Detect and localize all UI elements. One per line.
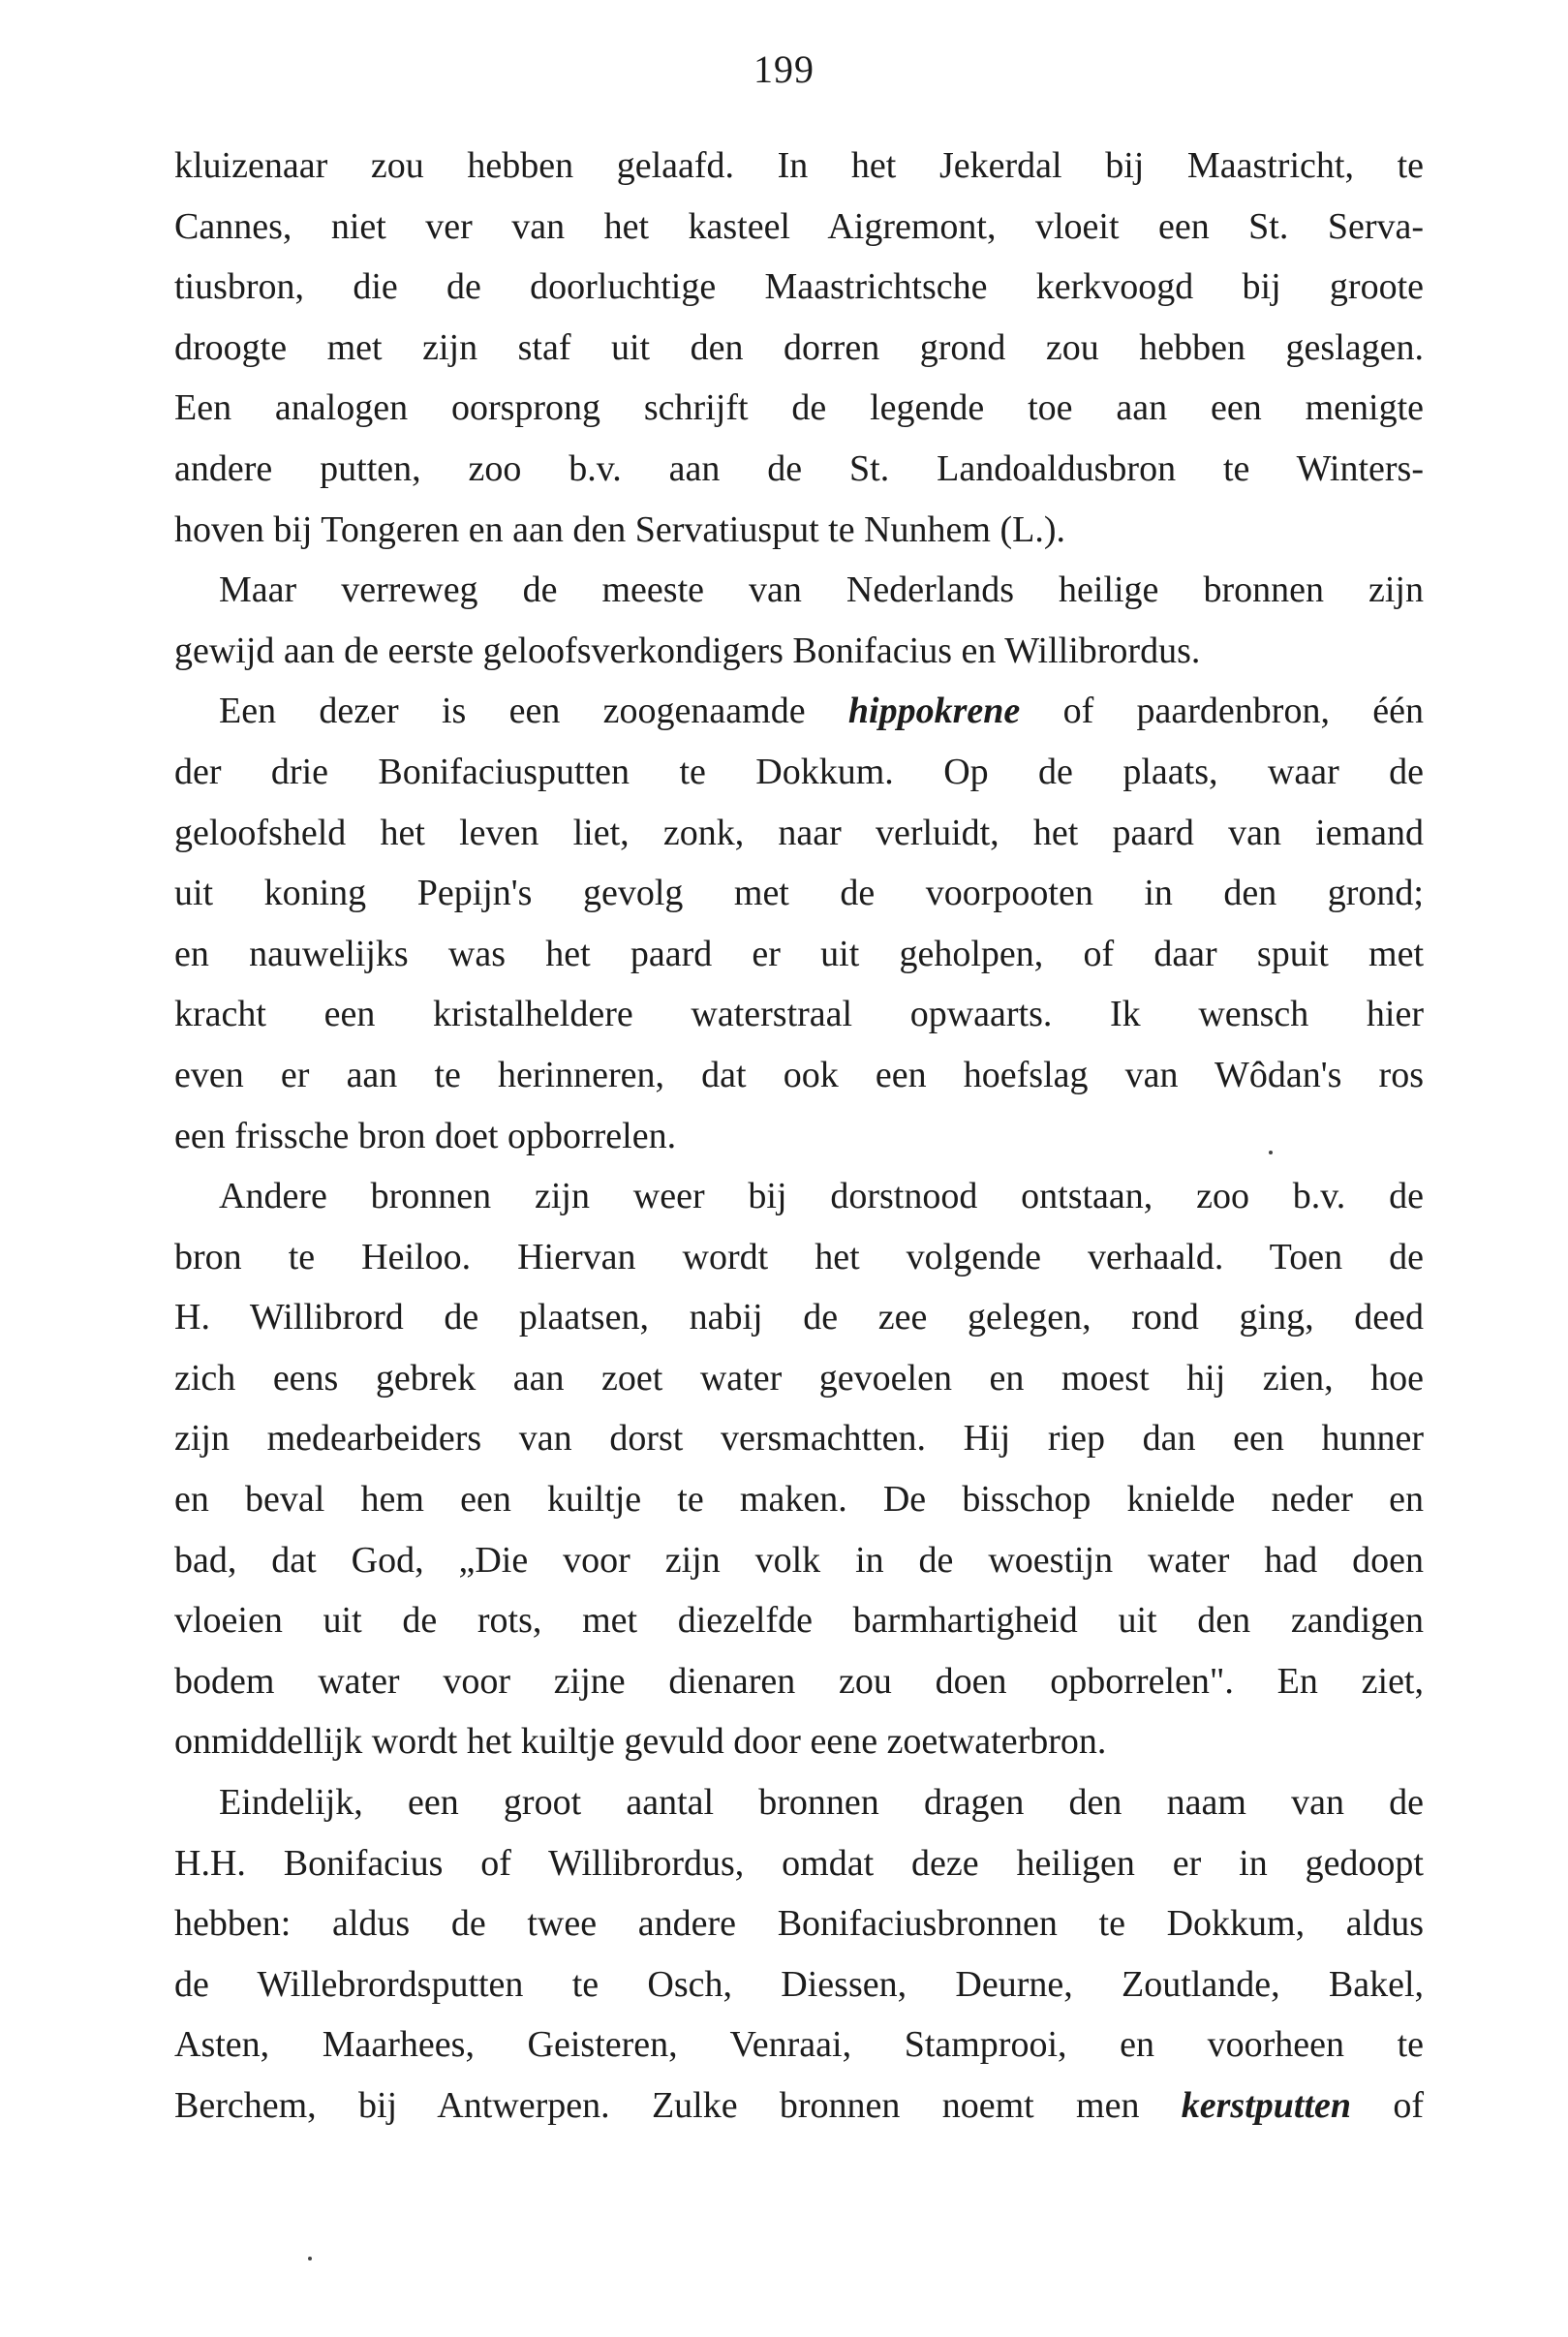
text-line: kluizenaar zou hebben gelaafd. In het Jekerdal bij Maastricht, te <box>174 145 1424 186</box>
text-line: droogte met zijn staf uit den dorren grond zou hebben geslagen. <box>174 326 1424 368</box>
text-line: H.H. Bonifacius of Willibrordus, omdat deze heiligen er in gedoopt <box>174 1842 1424 1884</box>
text-line: Een analogen oorsprong schrijft de legende toe aan een menigte <box>174 387 1424 429</box>
emphasis-hippokrene: hippokrene <box>847 691 1021 732</box>
text-run: Een dezer is een zoogenaamde <box>219 691 848 732</box>
paragraph-1 <box>174 136 1424 560</box>
page-number: 199 <box>753 47 815 91</box>
text-line: geloofsheld het leven liet, zonk, naar verluidt, het paard van iemand <box>174 812 1424 853</box>
body-text <box>174 136 1424 2137</box>
text-line: bad, dat God, „Die voor zijn volk in de woestijn water had doen <box>174 1539 1424 1581</box>
text-line: onmiddellijk wordt het kuiltje gevuld door eene zoetwaterbron. <box>174 1721 1107 1763</box>
text-line: een frissche bron doet opborrelen. <box>174 1115 677 1156</box>
scan-speck <box>1269 1151 1273 1154</box>
text-line: gewijd aan de eerste geloofsverkondigers Bonifacius en Willibrordus. <box>174 630 1201 671</box>
text-line: Asten, Maarhees, Geisteren, Venraai, Stamprooi, en voorheen te <box>174 2024 1424 2066</box>
text-line: der drie Bonifaciusputten te Dokkum. Op de plaats, waar de <box>174 751 1424 792</box>
paragraph-3 <box>174 681 1424 1166</box>
paragraph-5 <box>174 1772 1424 2137</box>
text-line: hoven bij Tongeren en aan den Servatiusput te Nunhem (L.). <box>174 508 1065 550</box>
text-line: zich eens gebrek aan zoet water gevoelen en moest hij zien, hoe <box>174 1357 1424 1399</box>
text-line: Cannes, niet ver van het kasteel Aigremont, vloeit een St. Serva- <box>174 205 1424 247</box>
text-line: en beval hem een kuiltje te maken. De bisschop knielde neder en <box>174 1479 1424 1521</box>
text-line: Maar verreweg de meeste van Nederlands heilige bronnen zijn <box>219 569 1424 611</box>
text-line: H. Willibrord de plaatsen, nabij de zee gelegen, rond ging, deed <box>174 1297 1424 1338</box>
text-run: of paardenbron, één <box>1020 691 1424 732</box>
text-line <box>174 2076 1424 2137</box>
text-line: andere putten, zoo b.v. aan de St. Landoaldusbron te Winters- <box>174 447 1424 489</box>
text-line: even er aan te herinneren, dat ook een hoefslag van Wôdan's ros <box>174 1054 1424 1095</box>
paragraph-2 <box>174 560 1424 681</box>
text-line: uit koning Pepijn's gevolg met de voorpooten in den grond; <box>174 873 1424 914</box>
text-line: vloeien uit de rots, met diezelfde barmhartigheid uit den zandigen <box>174 1600 1424 1642</box>
scan-speck <box>308 2257 312 2260</box>
text-line: hebben: aldus de twee andere Bonifaciusbronnen te Dokkum, aldus <box>174 1903 1424 1945</box>
text-run: of <box>1351 2085 1424 2126</box>
text-line <box>174 681 1424 742</box>
text-line: kracht een kristalheldere waterstraal opwaarts. Ik wensch hier <box>174 994 1424 1035</box>
text-line: zijn medearbeiders van dorst versmachtten. Hij riep dan een hunner <box>174 1418 1424 1460</box>
text-line: tiusbron, die de doorluchtige Maastrichtsche kerkvoogd bij groote <box>174 266 1424 308</box>
text-line: de Willebrordsputten te Osch, Diessen, Deurne, Zoutlande, Bakel, <box>174 1963 1424 2005</box>
text-run: Berchem, bij Antwerpen. Zulke bronnen noemt men <box>174 2085 1182 2126</box>
paragraph-4 <box>174 1166 1424 1772</box>
text-line: bodem water voor zijne dienaren zou doen opborrelen". En ziet, <box>174 1660 1424 1702</box>
emphasis-kerstputten: kerstputten <box>1181 2085 1352 2126</box>
text-line: bron te Heiloo. Hiervan wordt het volgende verhaald. Toen de <box>174 1236 1424 1277</box>
text-line: Eindelijk, een groot aantal bronnen dragen den naam van de <box>219 1782 1424 1824</box>
text-line: Andere bronnen zijn weer bij dorstnood ontstaan, zoo b.v. de <box>219 1176 1424 1217</box>
text-line: en nauwelijks was het paard er uit geholpen, of daar spuit met <box>174 933 1424 974</box>
